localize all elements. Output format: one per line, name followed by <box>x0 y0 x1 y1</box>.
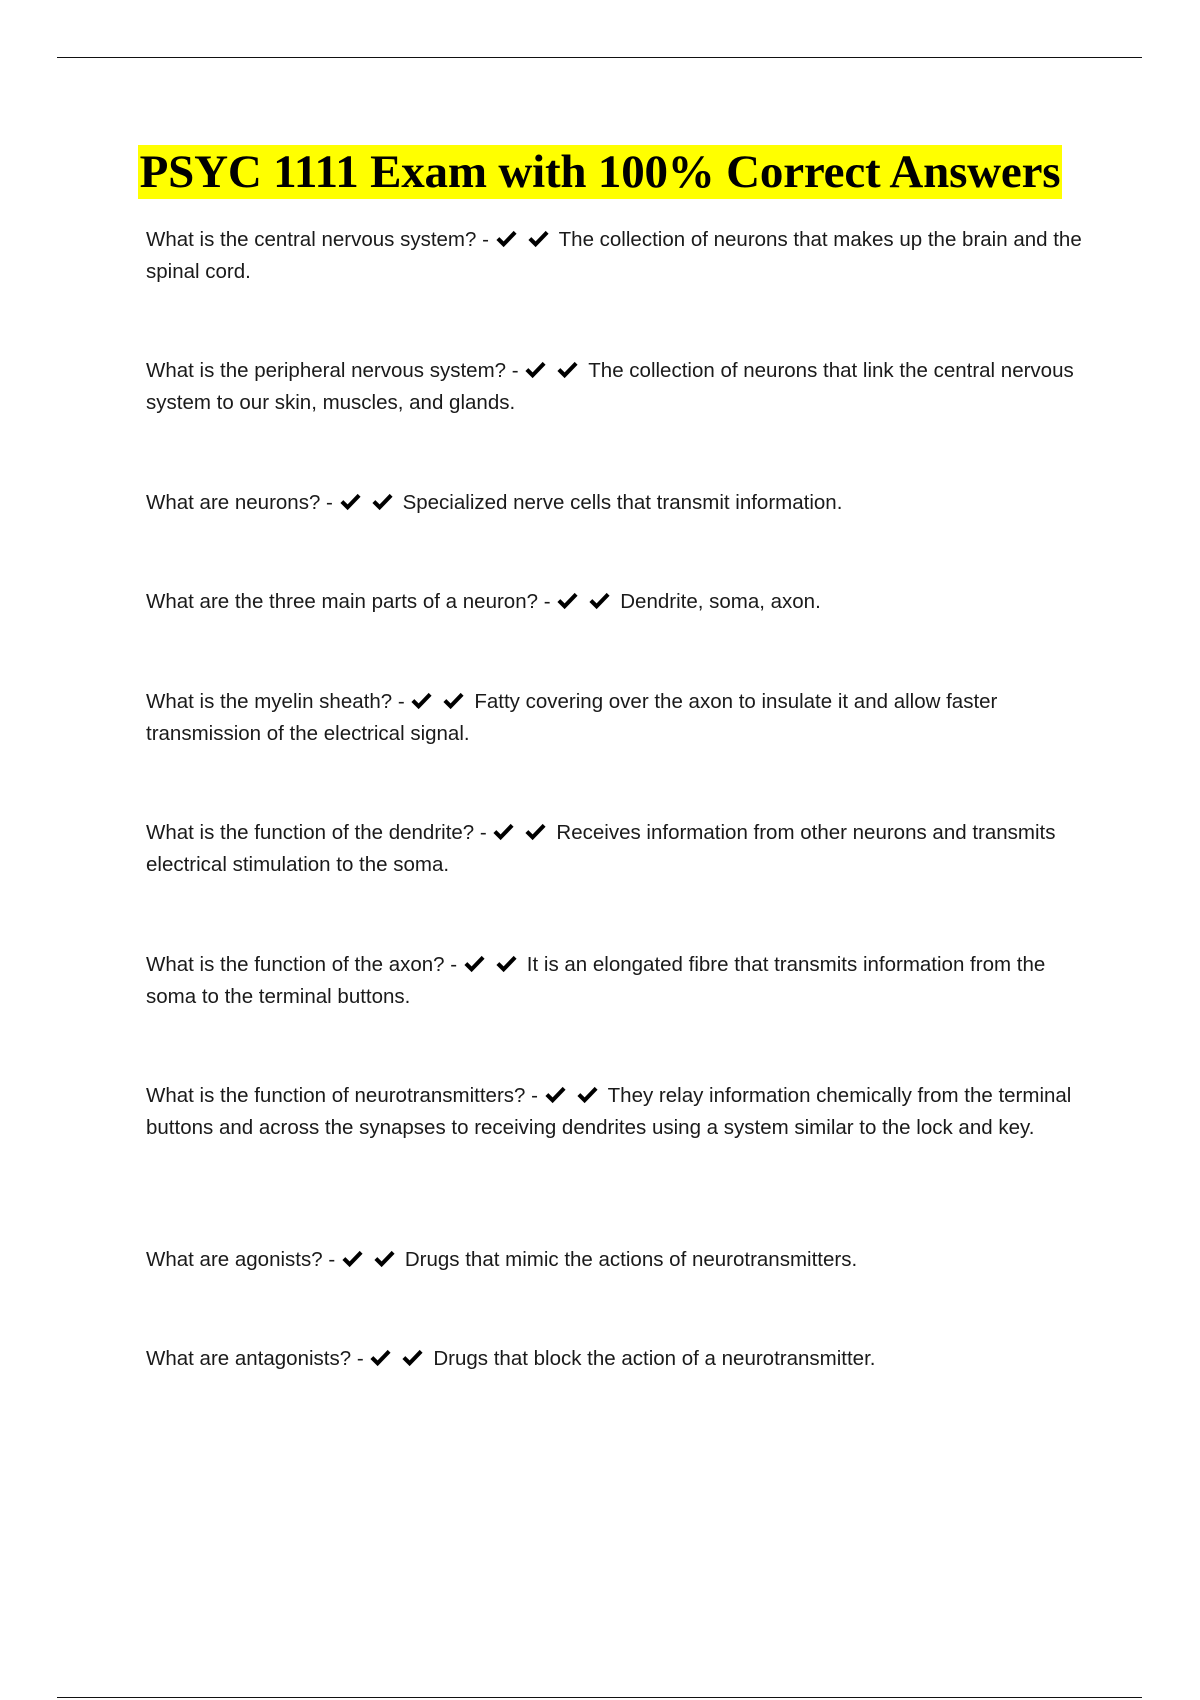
answer-text: Drugs that mimic the actions of neurotransmitters. <box>404 1248 858 1271</box>
answer-text: The collection of neurons that makes up the brain and the spinal cord. <box>146 228 1082 283</box>
qa-item <box>146 355 1086 419</box>
qa-item <box>146 949 1086 1013</box>
qa-item <box>146 487 1086 519</box>
check-icon <box>544 1085 567 1105</box>
question-text: What is the central nervous system? <box>146 228 477 251</box>
answer-text: Drugs that block the action of a neurotransmitter. <box>433 1347 876 1370</box>
answer-text: Receives information from other neurons and transmits electrical stimulation to the soma. <box>146 821 1056 876</box>
qa-item <box>146 586 1086 618</box>
check-icon <box>401 1348 424 1368</box>
separator: - <box>444 953 463 976</box>
separator: - <box>392 690 411 713</box>
check-icon <box>341 1249 364 1269</box>
separator: - <box>525 1084 544 1107</box>
check-icon <box>442 691 465 711</box>
answer-text: Fatty covering over the axon to insulate it and allow faster transmission of the electrical signal. <box>146 690 998 745</box>
bottom-rule <box>57 1697 1142 1698</box>
top-rule <box>57 57 1142 58</box>
title-container <box>0 145 1200 199</box>
answer-text: The collection of neurons that link the central nervous system to our skin, muscles, and glands. <box>146 359 1074 414</box>
question-text: What are antagonists? <box>146 1347 352 1370</box>
separator: - <box>538 590 557 613</box>
check-icon <box>369 1348 392 1368</box>
question-text: What are agonists? <box>146 1248 323 1271</box>
answer-text: Specialized nerve cells that transmit information. <box>402 491 843 514</box>
question-text: What is the function of neurotransmitters? <box>146 1084 526 1107</box>
answer-text: They relay information chemically from the terminal buttons and across the synapses to receiving dendrites using a system similar to the lock and key. <box>146 1084 1072 1139</box>
question-text: What are the three main parts of a neuron? <box>146 590 539 613</box>
check-icon <box>410 691 433 711</box>
check-icon <box>576 1085 599 1105</box>
answer-text: Dendrite, soma, axon. <box>620 590 821 613</box>
check-icon <box>588 591 611 611</box>
check-icon <box>556 591 579 611</box>
separator: - <box>474 821 493 844</box>
question-text: What are neurons? <box>146 491 321 514</box>
separator: - <box>320 491 339 514</box>
check-icon <box>524 360 547 380</box>
qa-item <box>146 686 1086 750</box>
check-icon <box>339 492 362 512</box>
qa-item <box>146 1244 1086 1276</box>
check-icon <box>495 229 518 249</box>
qa-item <box>146 817 1086 881</box>
check-icon <box>524 822 547 842</box>
check-icon <box>463 954 486 974</box>
check-icon <box>373 1249 396 1269</box>
page-title: PSYC 1111 Exam with 100% Correct Answers <box>139 146 1061 198</box>
question-text: What is the peripheral nervous system? <box>146 359 507 382</box>
check-icon <box>371 492 394 512</box>
question-text: What is the myelin sheath? <box>146 690 393 713</box>
check-icon <box>527 229 550 249</box>
check-icon <box>495 954 518 974</box>
question-text: What is the function of the axon? <box>146 953 445 976</box>
answer-text: It is an elongated fibre that transmits information from the soma to the terminal buttons. <box>146 953 1046 1008</box>
question-text: What is the function of the dendrite? <box>146 821 475 844</box>
separator: - <box>476 228 495 251</box>
qa-item <box>146 1080 1086 1144</box>
separator: - <box>322 1248 341 1271</box>
separator: - <box>351 1347 370 1370</box>
check-icon <box>492 822 515 842</box>
check-icon <box>556 360 579 380</box>
separator: - <box>506 359 525 382</box>
qa-item <box>146 1343 1086 1375</box>
qa-item <box>146 224 1086 288</box>
